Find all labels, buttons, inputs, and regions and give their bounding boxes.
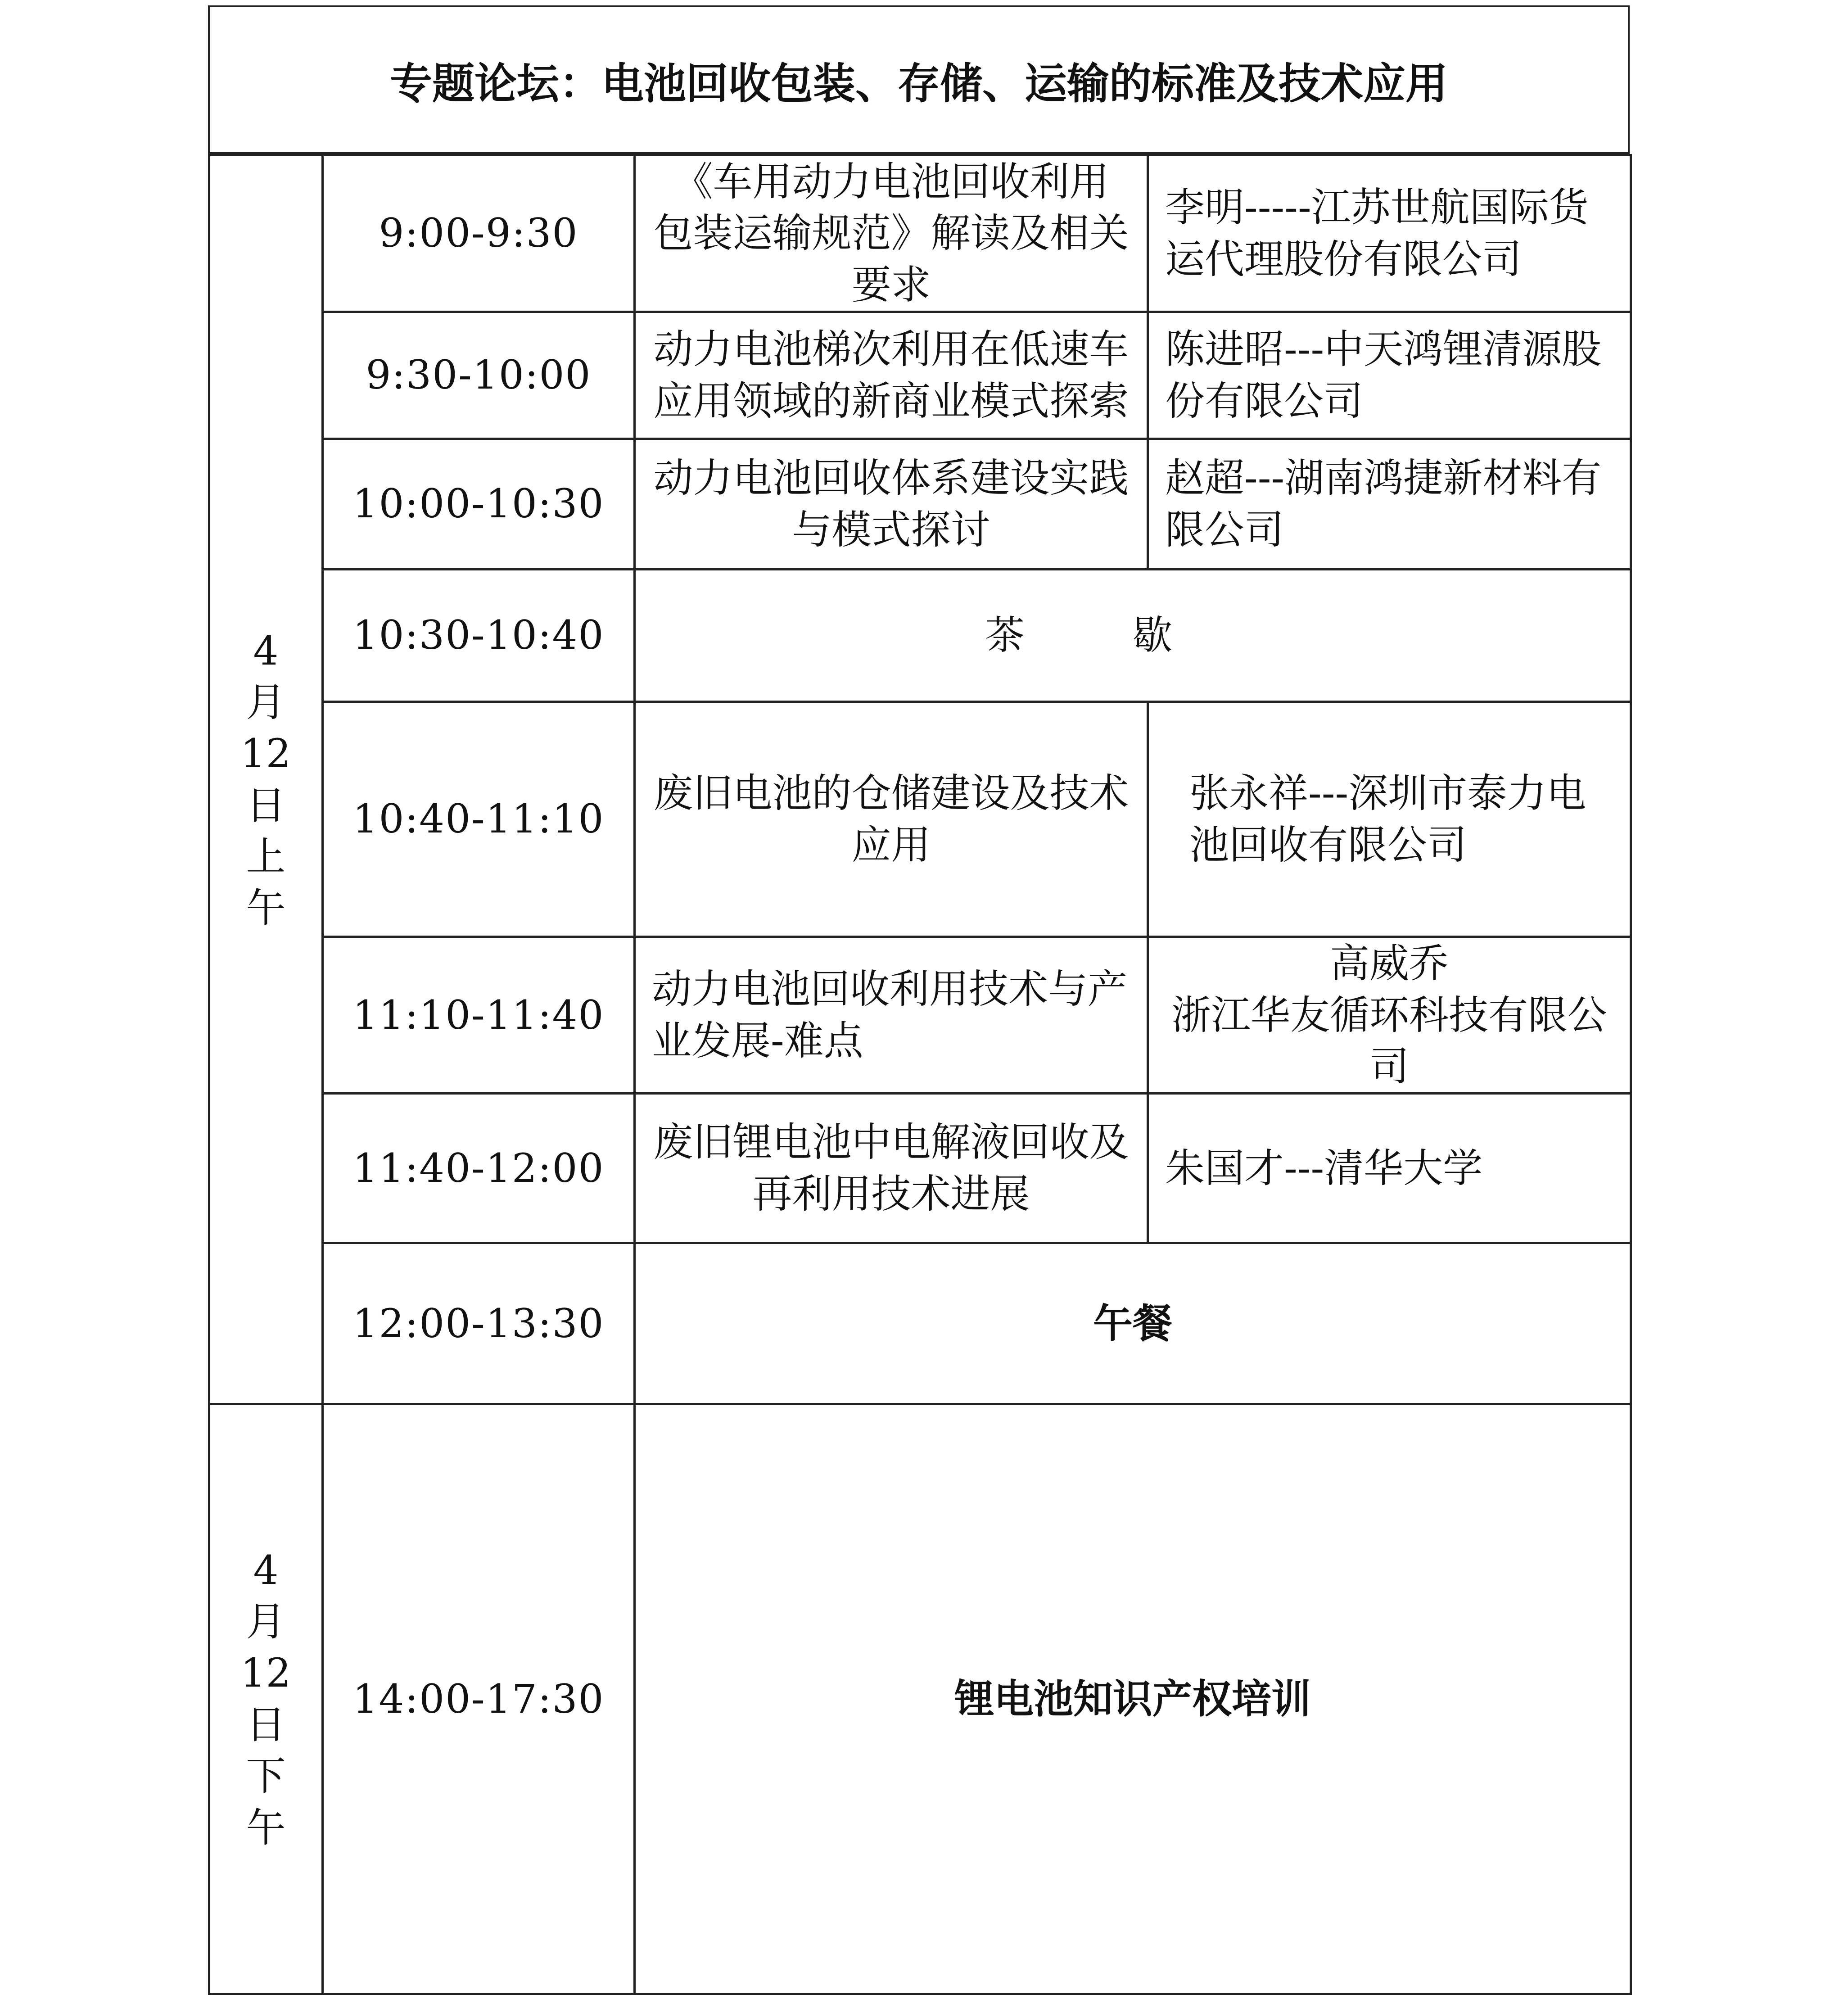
time-cell: 11:40-12:00 [323, 1094, 635, 1243]
table-row [209, 1094, 1631, 1243]
topic-cell: 《车用动力电池回收利用 包装运输规范》解读及相关要求 [635, 155, 1148, 312]
speaker-cell: 陈进昭---中天鸿锂清源股份有限公司 [1148, 312, 1631, 439]
table-row [209, 1404, 1631, 1994]
tea-break-cell: 茶歇 [635, 570, 1631, 702]
speaker-name: 高威乔 [1329, 940, 1449, 987]
speaker-cell: 赵超---湖南鸿捷新材料有限公司 [1148, 439, 1631, 570]
table-row [209, 312, 1631, 439]
afternoon-date-cell: 4 月 12 日 下 午 [209, 1404, 323, 1994]
speaker-cell: 朱国才---清华大学 [1148, 1094, 1631, 1243]
speaker-cell: 李明-----江苏世航国际货运代理股份有限公司 [1148, 155, 1631, 312]
table-row [209, 439, 1631, 570]
time-cell: 9:00-9:30 [323, 155, 635, 312]
speaker-cell [1148, 937, 1631, 1094]
time-cell: 9:30-10:00 [323, 312, 635, 439]
topic-cell: 动力电池梯次利用在低速车应用领域的新商业模式探索 [635, 312, 1148, 439]
topic-cell: 废旧锂电池中电解液回收及再利用技术进展 [635, 1094, 1148, 1243]
topic-cell: 动力电池回收利用技术与产业发展-难点 [635, 937, 1148, 1094]
page-title: 专题论坛：电池回收包装、存储、运输的标准及技术应用 [208, 5, 1630, 154]
time-cell: 12:00-13:30 [323, 1243, 635, 1404]
time-cell: 10:30-10:40 [323, 570, 635, 702]
speaker-cell: 张永祥---深圳市泰力电池回收有限公司 [1148, 702, 1631, 937]
topic-cell: 废旧电池的仓储建设及技术应用 [635, 702, 1148, 937]
time-cell: 10:00-10:30 [323, 439, 635, 570]
topic-cell: 动力电池回收体系建设实践与模式探讨 [635, 439, 1148, 570]
time-cell: 10:40-11:10 [323, 702, 635, 937]
table-row [209, 1243, 1631, 1404]
speaker-org: 浙江华友循环科技有限公司 [1171, 991, 1607, 1090]
morning-date-cell: 4 月 12 日 上 午 [209, 155, 323, 1404]
lunch-cell: 午餐 [635, 1243, 1631, 1404]
table-row [209, 155, 1631, 312]
table-row [209, 702, 1631, 937]
time-cell: 14:00-17:30 [323, 1404, 635, 1994]
schedule-table [208, 154, 1632, 1995]
time-cell: 11:10-11:40 [323, 937, 635, 1094]
table-row [209, 937, 1631, 1094]
training-event-cell: 锂电池知识产权培训 [635, 1404, 1631, 1994]
table-row [209, 570, 1631, 702]
